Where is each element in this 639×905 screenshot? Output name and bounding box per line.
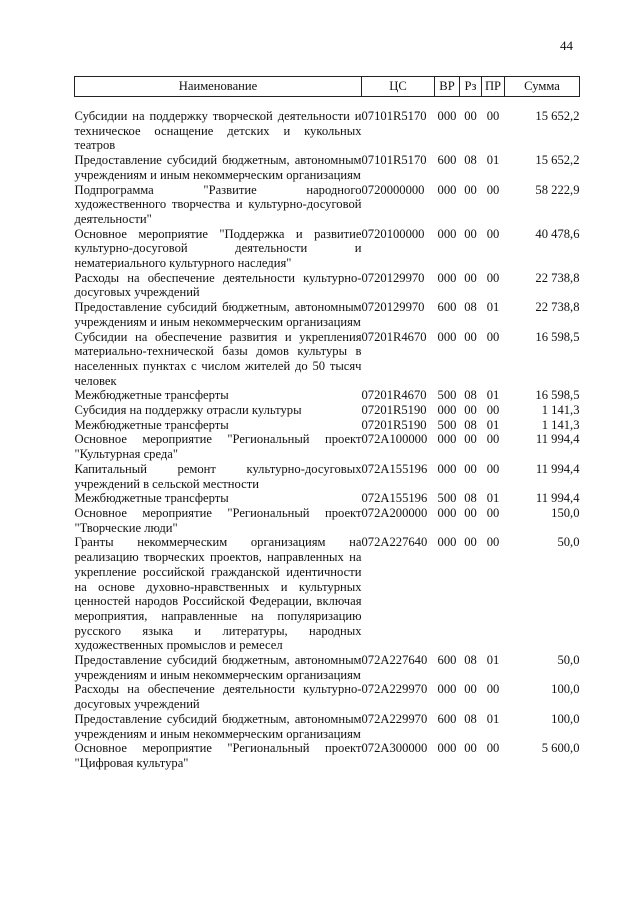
row-rz: 00: [464, 432, 477, 447]
row-pr: 00: [486, 461, 500, 476]
row-cs: 0720129970: [361, 300, 425, 315]
row-sum: 11 994,4: [535, 432, 580, 447]
table-row: [75, 491, 580, 506]
row-pr: 01: [486, 388, 500, 403]
row-pr: 00: [486, 505, 500, 520]
row-cs: 072A100000: [361, 432, 428, 447]
row-rz: 08: [464, 153, 477, 168]
row-vr: 000: [437, 741, 457, 756]
row-cs: 07201R4670: [361, 388, 427, 403]
row-rz: 08: [464, 711, 477, 726]
header-pr: ПР: [482, 77, 505, 97]
row-rz: 00: [464, 461, 477, 476]
row-vr: 600: [437, 153, 457, 168]
row-rz: 08: [464, 388, 477, 403]
table-row: [75, 462, 580, 491]
row-cs: 07201R5190: [361, 417, 427, 432]
row-pr: 00: [486, 329, 500, 344]
row-vr: 000: [437, 461, 457, 476]
row-sum: 100,0: [551, 682, 580, 697]
row-vr: 600: [437, 300, 457, 315]
row-pr: 01: [486, 491, 500, 506]
row-rz: 00: [464, 535, 477, 550]
row-cs: 072A227640: [361, 653, 428, 668]
row-rz: 08: [464, 653, 477, 668]
table-row: [75, 741, 580, 770]
header-name: Наименование: [75, 77, 362, 97]
header-spacer: [75, 97, 580, 110]
row-cs: 0720129970: [361, 270, 425, 285]
row-cs: 07201R4670: [361, 329, 427, 344]
row-pr: 00: [486, 741, 500, 756]
row-rz: 00: [464, 182, 477, 197]
row-pr: 00: [486, 403, 500, 418]
row-name: Расходы на обеспечение деятельности культурно-досуговых учреждений: [74, 270, 362, 300]
row-name: Основное мероприятие "Поддержка и развитие культурно-досуговой деятельности и нематериального культурного наследия": [74, 226, 362, 271]
header-rz: Рз: [460, 77, 482, 97]
row-cs: 072A229970: [361, 711, 428, 726]
header-sum: Сумма: [505, 77, 580, 97]
row-sum: 150,0: [551, 505, 580, 520]
table-row: [75, 432, 580, 461]
row-name: Межбюджетные трансферты: [74, 417, 229, 432]
row-name: Основное мероприятие "Региональный проект "Цифровая культура": [74, 741, 362, 770]
row-sum: 50,0: [557, 653, 580, 668]
row-rz: 08: [464, 491, 477, 506]
table-row: [75, 330, 580, 389]
row-rz: 08: [464, 417, 477, 432]
header-cs: ЦС: [362, 77, 435, 97]
row-name: Предоставление субсидий бюджетным, автономным учреждениям и иным некоммерческим организациям: [74, 300, 362, 329]
row-sum: 22 738,8: [535, 270, 580, 285]
row-sum: 15 652,2: [535, 109, 580, 123]
table-row: [75, 183, 580, 227]
row-pr: 01: [486, 711, 500, 726]
row-pr: 00: [486, 535, 500, 550]
table-header-row: [75, 77, 580, 97]
row-sum: 1 141,3: [541, 403, 580, 418]
row-vr: 000: [437, 270, 457, 285]
row-vr: 500: [437, 417, 457, 432]
row-sum: 1 141,3: [541, 417, 580, 432]
row-pr: 01: [486, 417, 500, 432]
table-row: [75, 712, 580, 741]
table-row: [75, 300, 580, 329]
row-cs: 07201R5190: [361, 403, 427, 418]
row-cs: 072A155196: [361, 491, 428, 506]
row-pr: 00: [486, 226, 500, 241]
row-vr: 000: [437, 226, 457, 241]
row-vr: 000: [437, 403, 457, 418]
row-vr: 000: [437, 109, 457, 123]
row-cs: 07101R5170: [361, 153, 427, 168]
row-name: Межбюджетные трансферты: [74, 388, 229, 403]
row-vr: 000: [437, 505, 457, 520]
row-sum: 11 994,4: [535, 461, 580, 476]
row-sum: 11 994,4: [535, 491, 580, 506]
row-name: Межбюджетные трансферты: [74, 491, 229, 506]
row-vr: 000: [437, 682, 457, 697]
row-pr: 00: [486, 270, 500, 285]
row-sum: 16 598,5: [535, 388, 580, 403]
row-vr: 600: [437, 711, 457, 726]
row-name: Расходы на обеспечение деятельности культурно-досуговых учреждений: [74, 682, 362, 712]
row-name: Капитальный ремонт культурно-досуговых учреждений в сельской местности: [74, 461, 362, 491]
row-vr: 500: [437, 388, 457, 403]
row-sum: 100,0: [551, 711, 580, 726]
row-vr: 000: [437, 535, 457, 550]
row-sum: 58 222,9: [535, 182, 580, 197]
table-row: [75, 403, 580, 418]
row-vr: 000: [437, 182, 457, 197]
row-rz: 00: [464, 403, 477, 418]
table-row: [75, 506, 580, 535]
row-pr: 01: [486, 300, 500, 315]
row-cs: 072A229970: [361, 682, 428, 697]
row-vr: 500: [437, 491, 457, 506]
row-name: Субсидия на поддержку отрасли культуры: [74, 403, 302, 418]
row-rz: 00: [464, 505, 477, 520]
table-row: [75, 418, 580, 433]
row-sum: 15 652,2: [535, 153, 580, 168]
row-cs: 072A155196: [361, 461, 428, 476]
row-pr: 01: [486, 153, 500, 168]
row-rz: 00: [464, 329, 477, 344]
row-rz: 08: [464, 300, 477, 315]
table-row: [75, 271, 580, 300]
row-pr: 00: [486, 109, 500, 123]
row-cs: 07101R5170: [361, 109, 427, 123]
row-cs: 072A300000: [361, 741, 428, 756]
page-number: 44: [560, 38, 573, 53]
row-name: Основное мероприятие "Региональный проект "Культурная среда": [74, 432, 362, 462]
row-name: Основное мероприятие "Региональный проект "Творческие люди": [74, 505, 362, 535]
row-cs: 0720000000: [361, 182, 425, 197]
row-rz: 00: [464, 226, 477, 241]
row-pr: 00: [486, 682, 500, 697]
row-cs: 072A200000: [361, 505, 428, 520]
row-name: Субсидии на поддержку творческой деятельности и техническое оснащение детских и кукольных театров: [74, 109, 362, 153]
table-row: [75, 682, 580, 711]
row-name: Предоставление субсидий бюджетным, автономным учреждениям и иным некоммерческим организациям: [74, 653, 362, 682]
table-row: [75, 535, 580, 653]
row-rz: 00: [464, 109, 477, 123]
row-vr: 000: [437, 432, 457, 447]
row-name: Предоставление субсидий бюджетным, автономным учреждениям и иным некоммерческим организациям: [74, 153, 362, 182]
row-rz: 00: [464, 270, 477, 285]
row-sum: 16 598,5: [535, 329, 580, 344]
header-vr: ВР: [435, 77, 460, 97]
row-name: Гранты некоммерческим организациям на реализацию творческих проектов, направленных на укрепление российской гражданской идентичности на основе духовно-нравственных и культурных ценностей народов Российской Федерации, включая мероприятия, направленные на популяризацию русского языка и литературы, народных художественных промыслов и ремесел: [74, 535, 362, 653]
table-row: [75, 388, 580, 403]
row-cs: 0720100000: [361, 226, 425, 241]
row-name: Субсидии на обеспечение развития и укрепления материально-технической базы домов культуры в населенных пунктах с числом жителей до 50 тысяч человек: [74, 329, 362, 388]
row-pr: 00: [486, 432, 500, 447]
table-row: [75, 153, 580, 182]
table-row: [75, 653, 580, 682]
row-rz: 00: [464, 741, 477, 756]
row-sum: 40 478,6: [535, 226, 580, 241]
row-vr: 600: [437, 653, 457, 668]
row-vr: 000: [437, 329, 457, 344]
row-sum: 50,0: [557, 535, 580, 550]
row-pr: 01: [486, 653, 500, 668]
budget-table: [74, 76, 580, 771]
row-pr: 00: [486, 182, 500, 197]
row-rz: 00: [464, 682, 477, 697]
row-cs: 072A227640: [361, 535, 428, 550]
row-name: Предоставление субсидий бюджетным, автономным учреждениям и иным некоммерческим организациям: [74, 711, 362, 741]
table-row: [75, 227, 580, 271]
table-row: [75, 109, 580, 153]
row-name: Подпрограмма "Развитие народного художественного творчества и культурно-досуговой деятельности": [74, 182, 362, 226]
row-sum: 22 738,8: [535, 300, 580, 315]
row-sum: 5 600,0: [541, 741, 580, 756]
